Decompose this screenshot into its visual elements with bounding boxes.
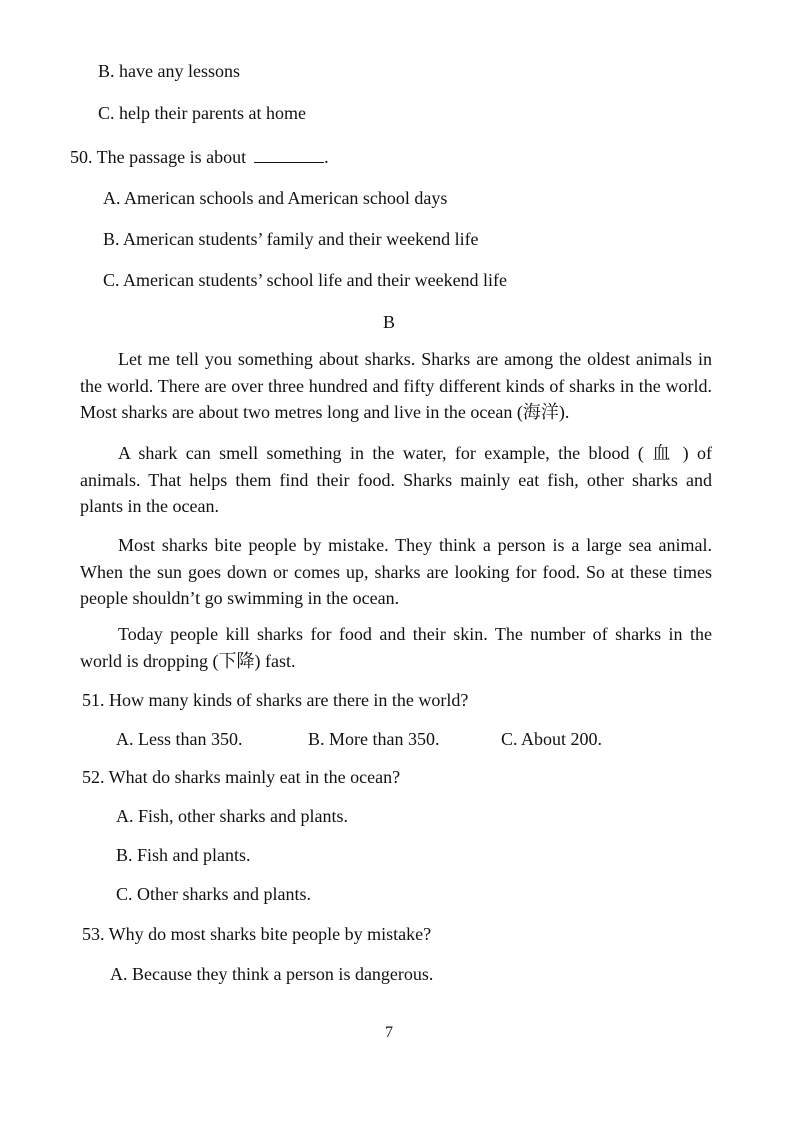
section-heading: B bbox=[382, 312, 395, 332]
passage-paragraph-1: Let me tell you something about sharks. Sharks are among the oldest animals in the world. There are over three hundred and fifty different kinds of sharks in the world. Most sharks are about two metres long and live in the ocean (海洋). bbox=[80, 349, 712, 422]
q49-option-c: C. help their parents at home bbox=[98, 103, 306, 123]
q51-stem: 51. How many kinds of sharks are there in the world? bbox=[82, 690, 469, 710]
q50-option-c: C. American students’ school life and their weekend life bbox=[103, 270, 508, 290]
page-number: 7 bbox=[385, 1024, 393, 1041]
q49-option-b: B. have any lessons bbox=[98, 61, 240, 81]
passage-paragraph-2: A shark can smell something in the water, for example, the blood ( 血 ) of animals. That helps them find their food. Sharks mainly eat fish, other sharks and plants in the ocean. bbox=[80, 443, 712, 516]
q52-option-c: C. Other sharks and plants. bbox=[116, 884, 311, 904]
passage-paragraph-3: Most sharks bite people by mistake. They think a person is a large sea animal. When the sun goes down or comes up, sharks are looking for food. So at these times people shouldn’t go swimming in the ocean. bbox=[80, 535, 712, 608]
q50-stem bbox=[70, 148, 329, 166]
q50-stem-text: 50. The passage is about bbox=[70, 147, 247, 167]
q51-option-a: A. Less than 350. bbox=[116, 729, 243, 749]
q51-option-c: C. About 200. bbox=[501, 729, 603, 749]
q53-option-a: A. Because they think a person is dangerous. bbox=[110, 964, 434, 984]
q51-option-b: B. More than 350. bbox=[308, 729, 440, 749]
q52-option-a: A. Fish, other sharks and plants. bbox=[116, 806, 348, 826]
q52-stem: 52. What do sharks mainly eat in the ocean? bbox=[82, 767, 401, 787]
q50-option-a: A. American schools and American school days bbox=[103, 188, 448, 208]
passage-paragraph-4: Today people kill sharks for food and their skin. The number of sharks in the world is dropping (下降) fast. bbox=[80, 624, 712, 671]
answer-blank bbox=[254, 161, 324, 163]
q50-option-b: B. American students’ family and their weekend life bbox=[103, 229, 479, 249]
q50-stem-period: . bbox=[324, 147, 329, 167]
q53-stem: 53. Why do most sharks bite people by mistake? bbox=[82, 924, 432, 944]
q52-option-b: B. Fish and plants. bbox=[116, 845, 251, 865]
